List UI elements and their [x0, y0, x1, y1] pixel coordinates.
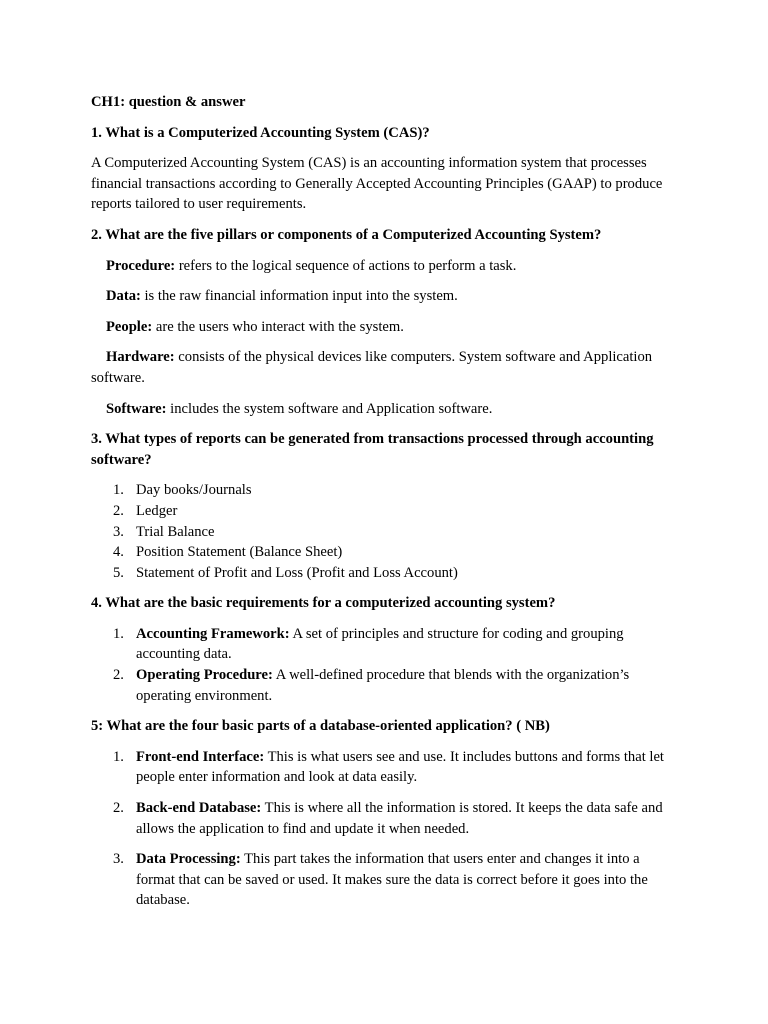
answer-1: A Computerized Accounting System (CAS) is an accounting information system that processes financial transactions according to Generally Accepted Accounting Principles (GAAP) to produce reports tailored to user requirements.	[91, 155, 663, 213]
list-text: Statement of Profit and Loss (Profit and Loss Account)	[136, 564, 458, 581]
component-term: Data:	[106, 288, 141, 305]
list-text: This is where all the information is stored. It keeps the data safe and allows the application to find and update it when needed.	[136, 800, 663, 837]
list-term: Operating Procedure:	[136, 667, 273, 684]
component-term: People:	[106, 318, 153, 335]
component-term: Software:	[106, 400, 167, 417]
list-term: Front-end Interface:	[136, 748, 265, 765]
list-number: 4.	[113, 544, 124, 561]
list-item	[113, 542, 681, 563]
list-number: 3.	[113, 523, 124, 540]
component-software	[91, 399, 681, 420]
component-data	[91, 286, 681, 307]
list-item	[113, 798, 681, 839]
question-1: 1. What is a Computerized Accounting System (CAS)?	[91, 124, 430, 141]
list-text: This is what users see and use. It includes buttons and forms that let people enter information and look at data easily.	[136, 748, 664, 786]
list-item	[113, 747, 681, 788]
list-item	[113, 501, 681, 522]
chapter-heading: CH1: question & answer	[91, 94, 246, 110]
list-number: 3.	[113, 851, 124, 868]
list-text: Trial Balance	[136, 523, 215, 540]
component-text: includes the system software and Application software.	[166, 400, 493, 417]
component-term: Procedure:	[106, 257, 176, 274]
component-text: are the users who interact with the system.	[152, 318, 404, 335]
component-text: consists of the physical devices like computers. System software and Application software.	[91, 349, 653, 386]
list-term: Accounting Framework:	[136, 625, 290, 642]
list-text: Day books/Journals	[136, 482, 252, 499]
reports-list	[91, 480, 681, 583]
list-text: Ledger	[136, 502, 178, 519]
list-item	[113, 849, 681, 911]
component-people	[91, 317, 681, 338]
list-number: 1.	[113, 482, 124, 499]
list-text: This part takes the information that users enter and changes it into a format that can be saved or used. It makes sure the data is correct before it goes into the database.	[136, 851, 648, 909]
list-number: 2.	[113, 502, 124, 519]
list-text: A set of principles and structure for coding and grouping accounting data.	[136, 625, 624, 663]
requirements-list	[91, 624, 681, 706]
component-procedure	[91, 256, 681, 277]
component-text: is the raw financial information input into the system.	[140, 288, 458, 305]
list-item	[113, 522, 681, 543]
list-number: 1.	[113, 625, 124, 642]
list-term: Data Processing:	[136, 851, 241, 868]
database-parts-list	[91, 747, 681, 911]
component-text: refers to the logical sequence of actions to perform a task.	[175, 257, 517, 274]
question-5: 5: What are the four basic parts of a database-oriented application? ( NB)	[91, 718, 550, 735]
list-item	[113, 563, 681, 584]
question-4: 4. What are the basic requirements for a computerized accounting system?	[91, 595, 556, 612]
list-item	[113, 624, 681, 665]
list-item	[113, 480, 681, 501]
question-2: 2. What are the five pillars or components of a Computerized Accounting System?	[91, 226, 602, 243]
document-body	[91, 92, 681, 921]
component-hardware	[91, 347, 681, 388]
list-number: 5.	[113, 564, 124, 581]
list-text: Position Statement (Balance Sheet)	[136, 544, 343, 561]
list-number: 2.	[113, 800, 124, 817]
question-3: 3. What types of reports can be generated from transactions processed through accounting software?	[91, 431, 654, 468]
list-number: 2.	[113, 667, 124, 684]
list-number: 1.	[113, 748, 124, 765]
list-term: Back-end Database:	[136, 800, 262, 817]
list-text: A well-defined procedure that blends with the organization’s operating environment.	[136, 667, 630, 704]
list-item	[113, 665, 681, 706]
component-term: Hardware:	[106, 349, 175, 366]
